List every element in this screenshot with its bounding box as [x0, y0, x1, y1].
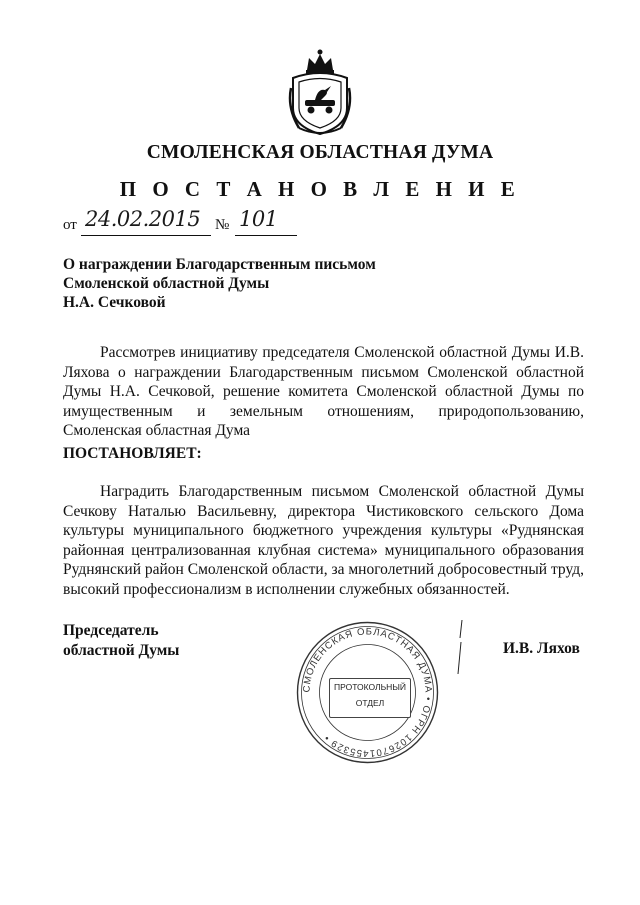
subject-line-2: Смоленской областной Думы [63, 275, 270, 292]
signatory-title-line-2: областной Думы [63, 641, 180, 659]
stamp-label-line-2: ОТДЕЛ [355, 698, 385, 708]
signatory-title-line-1: Председатель [63, 622, 159, 639]
organization-name: СМОЛЕНСКАЯ ОБЛАСТНАЯ ДУМА [146, 142, 494, 163]
document-subject [63, 255, 376, 312]
number-label: № [215, 217, 230, 233]
date-label: от [63, 217, 77, 233]
date-underline [81, 235, 211, 236]
signatory-title [63, 621, 179, 660]
number-underline [235, 235, 297, 236]
signatory-name: И.В. Ляхов [503, 640, 580, 657]
registration-line [63, 207, 323, 237]
resolution-paragraph: Наградить Благодарственным письмом Смоленской областной Думы Сечкову Наталью Васильевну, директора Чистиковского сельского Дома культуры муниципального бюджетного учреждения культуры «Руднянская районная централизованная клубная система» муниципального образования Руднянский район Смоленской области, за многолетний добросовестный труд, высокий профессионализм в исполнении служебных обязанностей. [63, 483, 584, 598]
stamp-label-line-1: ПРОТОКОЛЬНЫЙ [334, 682, 406, 692]
subject-line-1: О награждении Благодарственным письмом [63, 256, 376, 273]
handwritten-signature [452, 618, 472, 678]
document-type: П О С Т А Н О В Л Е Н И Е [119, 177, 521, 201]
stamp-ring-text: СМОЛЕНСКАЯ ОБЛАСТНАЯ ДУМА • ОГРН 1026701455329 • [301, 626, 434, 759]
resolves-heading: ПОСТАНОВЛЯЕТ: [63, 445, 202, 462]
stamp-department-label [329, 678, 411, 718]
date-value: 24.02.2015 [85, 207, 201, 231]
coat-of-arms-icon [285, 48, 355, 136]
preamble-paragraph: Рассмотрев инициативу председателя Смоленской областной Думы И.В. Ляхова о награждении Благодарственным письмом Смоленской областной Думы Н.А. Сечковой, решение комитета Смоленской областной Думы по имущественным и земельным отношениям, природопользованию, Смоленская областная Дума [63, 344, 584, 439]
number-value: 101 [239, 207, 278, 231]
subject-line-3: Н.А. Сечковой [63, 294, 166, 311]
